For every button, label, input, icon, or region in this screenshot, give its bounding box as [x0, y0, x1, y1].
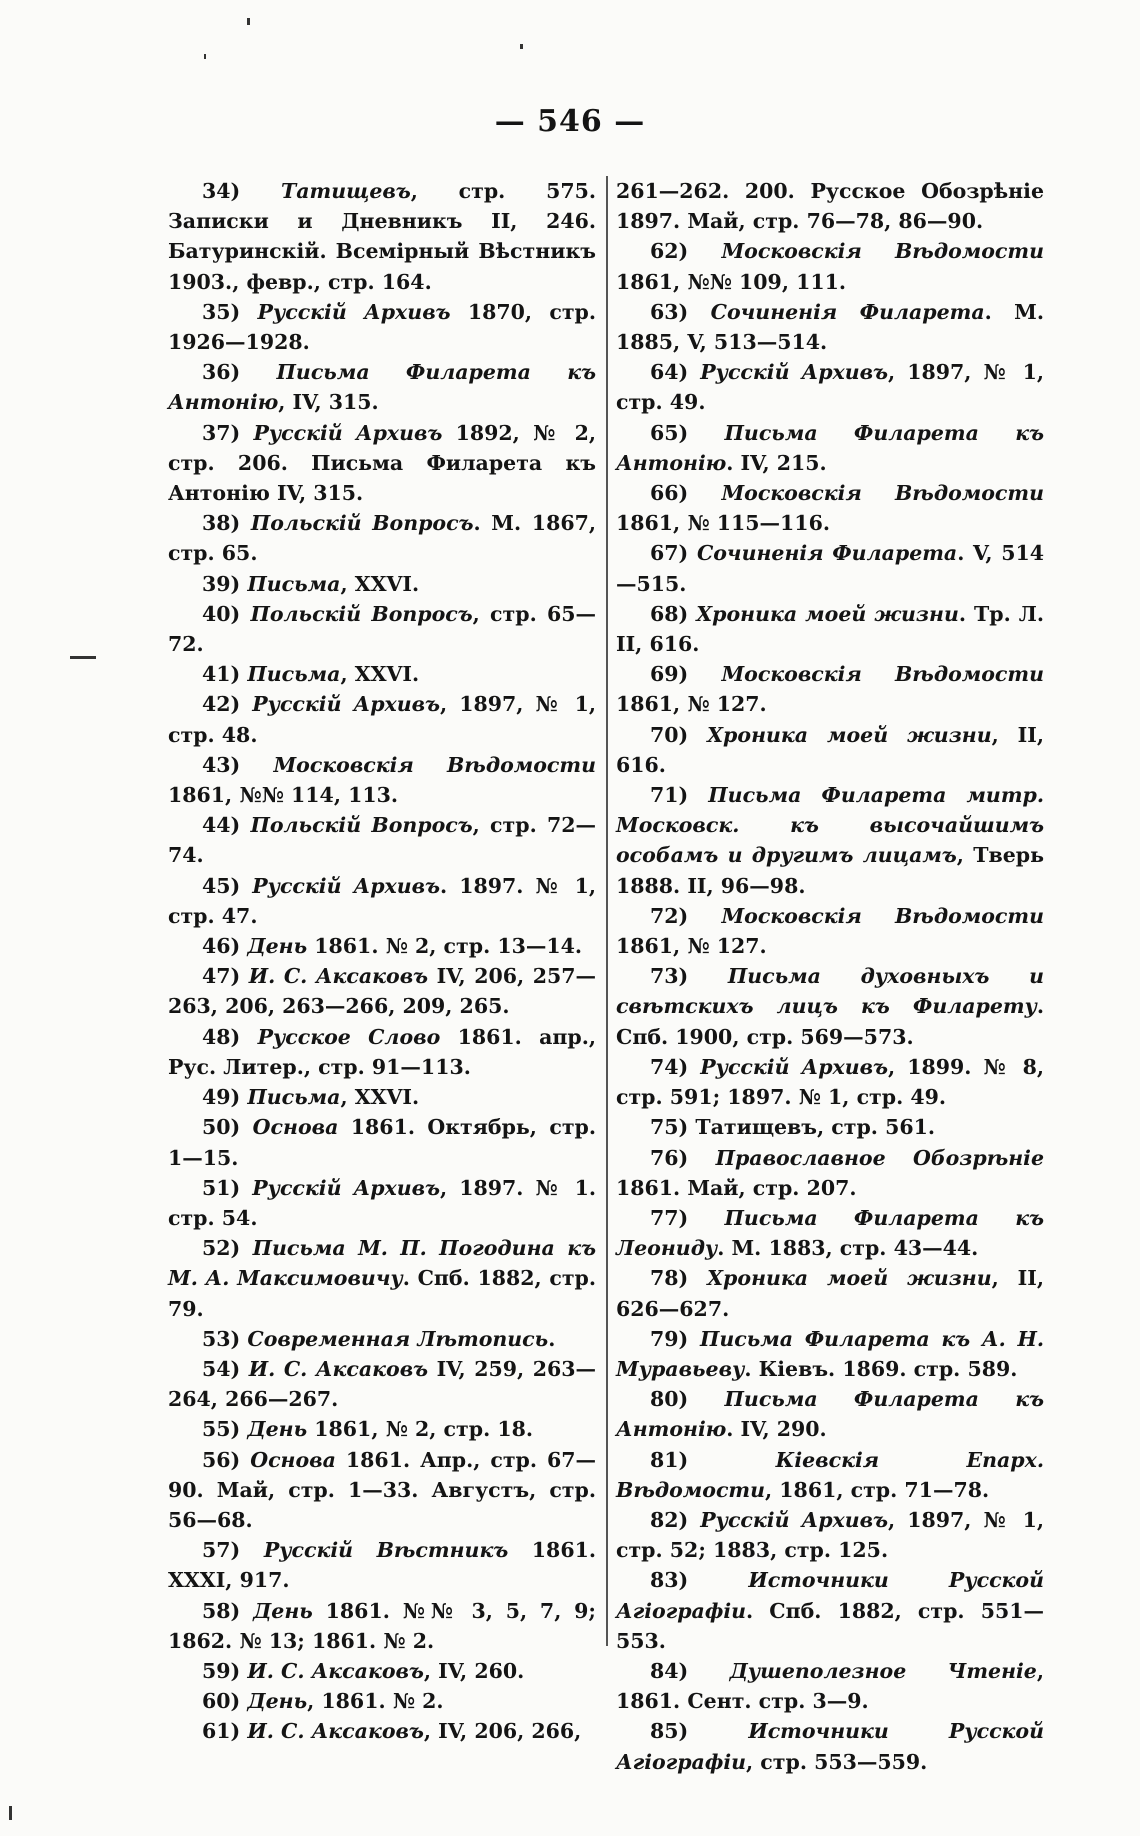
footnote-citation: 1861, №№ 114, 113. — [168, 783, 399, 808]
footnote — [616, 1565, 1044, 1656]
footnote-number: 49) — [202, 1085, 241, 1110]
footnote-number: 63) — [650, 299, 689, 324]
footnote — [616, 1052, 1044, 1112]
footnote-citation: . Тр. Л. II, 616. — [616, 601, 1045, 657]
footnote — [616, 901, 1044, 961]
footnote-source-title: И. С. Аксаковъ — [248, 964, 429, 989]
footnote-number: 59) — [202, 1658, 241, 1683]
footnote-number: 71) — [650, 783, 689, 808]
footnote-source-title: Письма Филарета митр. Московск. къ высочайшимъ особамъ и другимъ лицамъ — [616, 783, 1045, 868]
footnote-number: 54) — [202, 1356, 241, 1381]
footnote-number: 67) — [650, 541, 689, 566]
footnote-source-title: День — [247, 1417, 308, 1442]
footnote-source-title: Кіевскія Епарх. Вѣдомости — [616, 1447, 1045, 1502]
column-divider — [606, 176, 608, 1646]
footnote-citation: 1861. Май, стр. 207. — [616, 1175, 857, 1200]
footnote-source-title: День — [247, 1689, 308, 1714]
footnote-source-title: Письма Филарета къ Леониду — [616, 1205, 1044, 1261]
footnote-citation: Татищевъ, стр. 561. — [695, 1115, 936, 1140]
footnote-source-title: Письма Филарета къ Антонію — [168, 360, 596, 415]
right-column — [616, 176, 1044, 1777]
footnote-source-title: Письма Филарета къ Антонію — [616, 420, 1044, 475]
footnote-number: 44) — [202, 813, 241, 838]
scan-mark — [247, 18, 250, 25]
footnote — [168, 659, 596, 689]
footnote — [168, 176, 596, 297]
footnote-citation: , стр. 553—559. — [746, 1749, 928, 1774]
footnote-source-title: Русскій Вѣстникъ — [263, 1538, 509, 1563]
footnote-number: 74) — [650, 1054, 689, 1079]
footnote — [616, 1384, 1044, 1444]
footnote-number: 62) — [650, 239, 689, 264]
footnote — [616, 1203, 1044, 1263]
footnote-citation: 1861, № 115—116. — [616, 511, 830, 536]
footnote-source-title: Русскій Архивъ — [700, 1054, 889, 1079]
footnote — [616, 297, 1044, 357]
footnote-citation: , IV, 260. — [423, 1658, 525, 1683]
footnote-number: 56) — [202, 1447, 241, 1472]
footnote-citation: . М. 1883, стр. 43—44. — [717, 1236, 979, 1261]
scan-mark — [9, 1806, 12, 1820]
footnote-citation: , стр. 65—72. — [168, 601, 596, 657]
footnote — [168, 810, 596, 870]
footnote — [616, 478, 1044, 538]
footnote-source-title: Основа — [250, 1447, 336, 1472]
footnote — [168, 1354, 596, 1414]
footnote-source-title: Православное Обозрѣніе — [715, 1145, 1045, 1170]
footnote-number: 68) — [650, 601, 689, 626]
footnote-citation: . — [548, 1326, 556, 1351]
footnote-citation: , 1899. № 8, стр. 591; 1897. № 1, стр. 49. — [616, 1054, 1044, 1110]
footnote-source-title: Польскій Вопросъ — [250, 601, 473, 626]
footnote — [616, 659, 1044, 719]
footnote-source-title: Московскія Вѣдомости — [721, 481, 1044, 506]
footnote-source-title: Письма духовныхъ и свѣтскихъ лицъ къ Филарету — [616, 964, 1044, 1019]
footnote-source-title: День — [253, 1598, 313, 1623]
footnote-number: 85) — [650, 1719, 689, 1744]
footnote — [616, 961, 1044, 1052]
footnote-citation: 1892, № 2, стр. 206. Письма Филарета къ Антонію IV, 315. — [168, 420, 596, 506]
footnote — [616, 1112, 1044, 1142]
footnote-source-title: Хроника моей жизни — [707, 722, 992, 747]
footnote-number: 64) — [650, 360, 689, 385]
footnote-citation: , стр. 72—74. — [168, 813, 596, 868]
footnote-number: 75) — [650, 1115, 689, 1140]
footnote-citation: 1861. Октябрь, стр. 1—15. — [168, 1115, 597, 1170]
footnote-source-title: Польскій Вопросъ — [250, 813, 473, 838]
footnote-number: 58) — [202, 1598, 241, 1623]
footnote — [168, 871, 596, 931]
footnote-source-title: Источники Русской Агіографіи — [616, 1719, 1045, 1774]
footnote — [616, 538, 1044, 598]
footnote-citation: . М. 1885, V, 513—514. — [616, 299, 1044, 355]
footnote-citation: , 1897. № 1. стр. 54. — [168, 1175, 596, 1230]
footnote-citation: 1861. №№ 3, 5, 7, 9; 1862. № 13; 1861. № 2. — [168, 1598, 596, 1653]
footnote-citation: . IV, 215. — [726, 450, 827, 475]
footnote — [616, 1656, 1044, 1716]
footnote-source-title: Душеполезное Чтеніе — [729, 1658, 1037, 1683]
footnote — [168, 1656, 596, 1686]
footnote-citation: , стр. 575. Записки и Дневникъ II, 246. Батуринскій. Всемірный Вѣстникъ 1903., февр., стр. 164. — [168, 179, 596, 294]
footnote-number: 82) — [650, 1507, 689, 1532]
footnote-number: 50) — [202, 1115, 241, 1140]
footnote — [168, 1535, 596, 1595]
footnote-number: 81) — [650, 1447, 689, 1472]
footnote-number: 55) — [202, 1417, 241, 1442]
footnote-citation: , XXVI. — [340, 1085, 420, 1110]
continuation-note: 261—262. 200. Русское Обозрѣніе 1897. Май, стр. 76—78, 86—90. — [616, 179, 1044, 234]
footnote-source-title: И. С. Аксаковъ — [248, 1356, 429, 1381]
footnote-number: 45) — [202, 873, 241, 898]
footnote-number: 43) — [202, 752, 241, 777]
footnote-number: 60) — [202, 1689, 241, 1714]
footnote — [616, 1143, 1044, 1203]
footnote-source-title: Русскій Архивъ — [700, 360, 889, 385]
footnote — [168, 961, 596, 1021]
footnote — [616, 1716, 1044, 1776]
footnote-source-title: Русскій Архивъ — [252, 692, 441, 717]
footnote — [168, 931, 596, 961]
footnote — [616, 720, 1044, 780]
scan-mark — [204, 54, 206, 59]
footnote-number: 77) — [650, 1205, 689, 1230]
footnote — [616, 418, 1044, 478]
footnote — [616, 1445, 1044, 1505]
footnote-number: 37) — [202, 420, 241, 445]
footnote-source-title: Русскій Архивъ — [253, 420, 443, 445]
page-number: — 546 — — [494, 104, 646, 139]
footnote — [168, 1686, 596, 1716]
footnote-citation: , 1897, № 1, стр. 52; 1883, стр. 125. — [616, 1507, 1044, 1563]
footnote-number: 57) — [202, 1538, 241, 1563]
footnote-source-title: Русскій Архивъ — [252, 873, 441, 898]
footnote-source-title: И. С. Аксаковъ — [247, 1658, 424, 1683]
footnote — [616, 1505, 1044, 1565]
footnote — [616, 780, 1044, 901]
left-column — [168, 176, 596, 1747]
footnote-number: 41) — [202, 662, 241, 687]
footnote — [616, 1263, 1044, 1323]
footnote — [168, 750, 596, 810]
footnote-number: 35) — [202, 299, 241, 324]
footnote-citation: 1861. XXXI, 917. — [168, 1538, 596, 1593]
scan-mark — [70, 656, 96, 659]
footnote-source-title: Хроника моей жизни — [707, 1266, 992, 1291]
footnote-source-title: Русское Слово — [257, 1024, 441, 1049]
footnote-number: 66) — [650, 481, 689, 506]
footnote-number: 80) — [650, 1387, 689, 1412]
footnote-number: 83) — [650, 1568, 689, 1593]
footnote-source-title: Письма — [247, 571, 341, 596]
footnote-source-title: Сочиненія Филарета — [696, 541, 958, 566]
footnote-citation: , IV, 206, 266, — [423, 1719, 582, 1744]
footnote-citation: , 1897, № 1, стр. 49. — [616, 360, 1044, 415]
footnote — [168, 1414, 596, 1444]
footnote — [168, 1233, 596, 1324]
footnote — [616, 236, 1044, 296]
footnote — [616, 1324, 1044, 1384]
footnote-citation: . V, 514—515. — [616, 541, 1044, 596]
footnote-source-title: Письма — [247, 1085, 341, 1110]
footnote-number: 79) — [650, 1326, 689, 1351]
footnote-citation: , 1861, стр. 71—78. — [765, 1477, 990, 1502]
footnote — [168, 508, 596, 568]
footnote — [168, 297, 596, 357]
footnote-citation: , XXVI. — [340, 571, 420, 596]
footnote-citation: . Спб. 1882, стр. 551—553. — [616, 1598, 1044, 1653]
footnote-number: 34) — [202, 179, 241, 203]
footnote-source-title: Русскій Архивъ — [257, 299, 451, 324]
footnote-citation: . IV, 290. — [726, 1417, 827, 1442]
footnote — [168, 569, 596, 599]
footnote — [168, 1716, 596, 1746]
footnote-citation: , 1861. Сент. стр. 3—9. — [616, 1658, 1044, 1714]
footnote-source-title: Письма — [247, 662, 341, 687]
footnote-number: 78) — [650, 1266, 689, 1291]
footnote-number: 51) — [202, 1175, 241, 1200]
footnote-source-title: Письма М. П. Погодина къ М. А. Максимовичу — [168, 1236, 596, 1291]
footnote-number: 42) — [202, 692, 241, 717]
footnote-source-title: Письма Филарета къ Антонію — [616, 1387, 1044, 1442]
footnote-source-title: Московскія Вѣдомости — [721, 662, 1044, 687]
footnote-source-title: День — [247, 934, 308, 959]
footnote-citation: . Кіевъ. 1869. стр. 589. — [744, 1356, 1018, 1381]
footnote-source-title: Московскія Вѣдомости — [273, 752, 596, 777]
footnote-source-title: Татищевъ — [280, 179, 411, 203]
footnote-citation: 1870, стр. 1926—1928. — [168, 299, 596, 355]
footnote-citation: 1861, № 2, стр. 18. — [307, 1417, 534, 1442]
footnote — [168, 357, 596, 417]
scan-mark — [520, 44, 523, 49]
footnote-source-title: Современная Лѣтопись — [247, 1326, 549, 1351]
footnote-number: 76) — [650, 1145, 689, 1170]
footnote-source-title: Русскій Архивъ — [700, 1507, 889, 1532]
footnote-number: 65) — [650, 420, 689, 445]
footnote-citation: , Тверь 1888. II, 96—98. — [616, 843, 1044, 898]
footnote-citation: 1861. апр., Рус. Литер., стр. 91—113. — [168, 1024, 596, 1079]
footnote-number: 40) — [202, 601, 241, 626]
footnote — [168, 1324, 596, 1354]
footnote-citation: . Спб. 1882, стр. 79. — [168, 1266, 596, 1321]
footnote — [616, 357, 1044, 417]
footnote — [168, 689, 596, 749]
footnote-citation: , II, 616. — [616, 722, 1044, 777]
footnote-source-title: Сочиненія Филарета — [710, 299, 985, 324]
footnote-number: 53) — [202, 1326, 241, 1351]
footnote-number: 39) — [202, 571, 241, 596]
footnote-source-title: Польскій Вопросъ — [250, 511, 474, 536]
footnote-source-title: Письма Филарета къ А. Н. Муравьеву — [616, 1326, 1044, 1381]
footnote — [168, 599, 596, 659]
footnote-number: 38) — [202, 511, 241, 536]
footnote — [168, 1112, 596, 1172]
footnote-source-title: Московскія Вѣдомости — [721, 239, 1044, 264]
footnote-number: 61) — [202, 1719, 241, 1744]
footnote-citation: , 1897, № 1, стр. 48. — [168, 692, 596, 747]
footnote-citation: IV, 259, 263—264, 266—267. — [168, 1356, 597, 1412]
footnote — [168, 1173, 596, 1233]
footnote-citation: , IV, 315. — [278, 390, 379, 415]
footnote-source-title: Русскій Архивъ — [252, 1175, 441, 1200]
footnote-number: 52) — [202, 1236, 241, 1261]
footnote-number: 84) — [650, 1658, 689, 1683]
footnote — [168, 1082, 596, 1112]
footnote-citation: 1861. Апр., стр. 67—90. Май, стр. 1—33. Августъ, стр. 56—68. — [168, 1447, 597, 1532]
footnote-number: 48) — [202, 1024, 241, 1049]
footnote-citation: , XXVI. — [340, 662, 420, 687]
footnote-source-title: Источники Русской Агіографіи — [616, 1568, 1045, 1623]
footnote-citation: . М. 1867, стр. 65. — [168, 511, 596, 566]
footnote-source-title: И. С. Аксаковъ — [247, 1719, 424, 1744]
footnote-citation: 1861, №№ 109, 111. — [616, 269, 847, 294]
footnote-citation: 1861. № 2, стр. 13—14. — [307, 934, 583, 959]
footnote-source-title: Основа — [252, 1115, 339, 1140]
footnote-number: 69) — [650, 662, 689, 687]
footnote-number: 73) — [650, 964, 689, 989]
footnote-number: 47) — [202, 964, 241, 989]
footnote-citation: IV, 206, 257—263, 206, 263—266, 209, 265. — [168, 964, 597, 1019]
footnote — [168, 1596, 596, 1656]
footnote-source-title: Хроника моей жизни — [696, 601, 959, 626]
footnote-number: 46) — [202, 934, 241, 959]
footnote-citation: , 1861. № 2. — [307, 1689, 444, 1714]
footnote-number: 36) — [202, 360, 241, 385]
footnote-number: 70) — [650, 722, 689, 747]
footnote — [168, 1445, 596, 1536]
footnote — [168, 1022, 596, 1082]
footnote-citation: . 1897. № 1, стр. 47. — [168, 873, 596, 928]
footnote-number: 72) — [650, 903, 689, 928]
footnote-citation: 1861, № 127. — [616, 934, 767, 959]
footnote-source-title: Московскія Вѣдомости — [721, 903, 1044, 928]
footnote-citation: . Спб. 1900, стр. 569—573. — [616, 994, 1044, 1049]
footnote — [168, 418, 596, 509]
footnote-citation: , II, 626—627. — [616, 1266, 1044, 1321]
footnote-citation: 1861, № 127. — [616, 692, 767, 717]
footnote — [616, 599, 1044, 659]
